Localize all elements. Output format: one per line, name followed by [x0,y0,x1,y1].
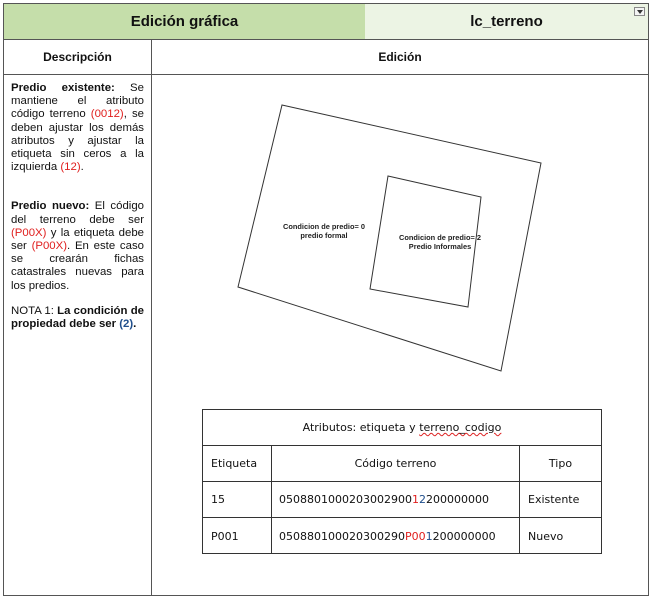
cell-codigo-terreno [272,518,520,554]
cell-etiqueta: 15 [203,482,272,517]
code-highlight: 2 [418,493,426,506]
inner-parcel-label-line1: Condicion de predio= 2 [399,233,481,242]
code-suffix: 200000000 [425,493,489,506]
text-span: Se mantiene el atributo código terreno [11,82,144,121]
cell-tipo: Nuevo [528,529,564,543]
text-span: . [80,161,84,174]
parcel-drawing [152,75,648,405]
edicion-grafica-sheet [3,3,649,596]
code-new: (P00X) [11,226,47,239]
dropdown-arrow-icon[interactable] [634,7,645,16]
label-new: (P00X) [31,240,68,253]
cell-etiqueta: P001 [203,518,272,554]
layer-name-cell[interactable] [365,4,648,40]
column-header-descripcion [4,40,152,75]
label-predio-nuevo: Predio nuevo: [11,200,90,213]
paragraph-predio-nuevo [11,200,144,292]
description-text [11,82,144,343]
text-span: . En este caso se crearán fichas catastrales nuevas para los predios. [11,240,144,292]
title-text: Atributos: etiqueta y [302,421,416,434]
table-row [203,482,601,518]
paragraph-nota [11,305,144,331]
text-span: y la etiqueta debe ser [11,226,144,253]
table-header-row [203,446,601,482]
column-header-edicion-text: Edición [378,50,422,64]
outer-parcel-label-line2: predio formal [300,231,348,240]
inner-parcel-label-line2: Predio Informales [408,242,472,251]
code-highlight: 1 [425,529,433,543]
section-title [4,4,366,40]
cell-codigo-terreno [272,482,520,517]
attributes-table [202,409,602,554]
nota-end: . [133,318,137,331]
attributes-table-title [203,410,601,446]
column-header-descripcion-text: Descripción [43,50,112,64]
code-highlight: P00 [404,529,426,543]
layer-name-text: lc_terreno [470,13,543,30]
outer-parcel-polygon [238,105,541,371]
column-header-edicion [152,40,648,75]
title-field-name: terreno_codigo [419,421,502,434]
code-prefix: 050880100020300290 [279,529,405,543]
code-highlight: 1 [411,493,419,506]
header-etiqueta: Etiqueta [203,446,272,481]
nota-value: (2) [119,318,134,331]
header-tipo: Tipo [548,457,573,470]
header-codigo-terreno: Código terreno [272,446,520,481]
table-row [203,518,601,554]
code-prefix: 0508801000203002900 [279,493,412,506]
outer-parcel-label-line1: Condicion de predio= 0 [283,222,365,231]
nota-prefix: NOTA 1: [11,304,58,317]
label-existing: (12) [60,161,81,174]
paragraph-predio-existente [11,82,144,174]
section-title-text: Edición gráfica [130,13,239,30]
code-existing: (0012) [90,108,124,121]
nota-text: La condición de propiedad debe ser [11,304,144,331]
text-span: El código del terreno debe ser [11,200,144,226]
text-span: , se deben ajustar los demás atributos y ajustar la etiqueta sin ceros a la izquierda [11,108,144,174]
code-suffix: 200000000 [432,529,496,543]
cell-tipo: Existente [528,493,580,506]
label-predio-existente: Predio existente: [11,82,115,94]
